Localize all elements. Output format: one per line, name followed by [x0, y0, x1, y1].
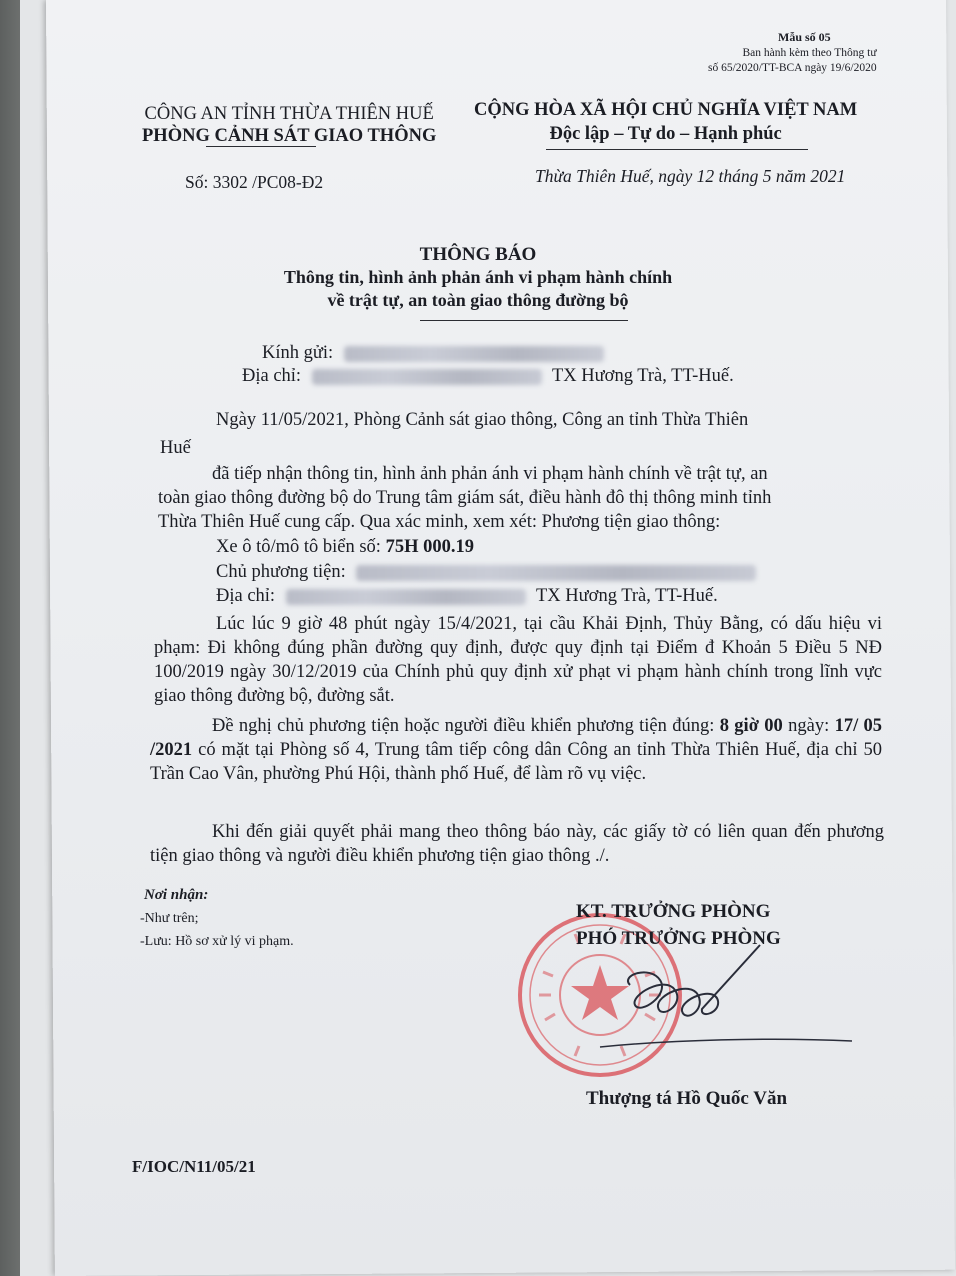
recipient-label: Kính gửi: [262, 343, 334, 363]
nation-line2: Độc lập – Tự do – Hạnh phúc [549, 124, 782, 144]
p1-line5: Thừa Thiên Huế cung cấp. Qua xác minh, xem xét: Phương tiện giao thông: [158, 512, 721, 532]
form-issued [708, 46, 877, 76]
recipient-row [262, 343, 610, 364]
title-underline [420, 320, 628, 321]
request-date: 17/ 05 /2021 [150, 716, 883, 760]
signer-name: Thượng tá Hồ Quốc Văn [586, 1088, 788, 1109]
violation-paragraph: Lúc lúc 9 giờ 48 phút ngày 15/4/2021, tại cầu Khải Định, Thủy Bằng, có dấu hiệu vi phạm: Đi không đúng phần đường quy định, được quy định tại Điểm đ Khoản 5 Điều 5 NĐ 100/2019 ngày 30/12/2019 của Chính phủ quy định xử phạt vi phạm hành chính trong lĩnh vực giao thông đường bộ, đường sắt. [154, 614, 882, 706]
sign-title-line1: KT. TRƯỞNG PHÒNG [576, 901, 771, 922]
motto-underline [546, 149, 808, 150]
form-issued-line2: số 65/2020/TT-BCA ngày 19/6/2020 [708, 62, 877, 74]
document-subtitle [0, 266, 956, 312]
plate-row [216, 537, 474, 558]
issuing-organization [142, 103, 436, 147]
document-number: Số: 3302 /PC08-Đ2 [185, 172, 324, 192]
recipient-address-label: Địa chỉ: [242, 366, 302, 386]
recipients-title: Nơi nhận: [144, 887, 209, 903]
recipient-address-row [242, 366, 734, 387]
closing-paragraph: Khi đến giải quyết phải mang theo thông báo này, các giấy tờ có liên quan đến phương tiện giao thông và người điều khiển phương tiện giao thông ./. [150, 822, 884, 866]
org-line2: PHÒNG CẢNH SÁT GIAO THÔNG [142, 126, 437, 146]
p1-line3: đã tiếp nhận thông tin, hình ảnh phản ánh vi phạm hành chính về trật tự, an [212, 464, 768, 484]
p1-line2: Huế [160, 438, 191, 458]
redacted-address [312, 369, 542, 385]
redacted-owner [356, 565, 756, 581]
request-paragraph [150, 714, 882, 786]
request-time: 8 giờ 00 [719, 716, 783, 736]
national-heading [474, 98, 857, 146]
sign-title-line2: PHÓ TRƯỞNG PHÒNG [576, 928, 781, 949]
org-line1: CÔNG AN TỈNH THỪA THIÊN HUẾ [144, 104, 434, 124]
form-code: Mẫu số 05 [778, 30, 831, 44]
subtitle-line1: Thông tin, hình ảnh phản ánh vi phạm hành chính [283, 267, 673, 287]
recipient-address-tail: TX Hương Trà, TT-Huế. [552, 366, 734, 386]
subtitle-line2: về trật tự, an toàn giao thông đường bộ [327, 290, 629, 310]
owner-address-row [216, 586, 718, 607]
request-post: có mặt tại Phòng số 4, Trung tâm tiếp công dân Công an tỉnh Thừa Thiên Huế, địa chỉ 50 Trần Cao Vân, phường Phú Hội, thành phố Huế, để làm rõ vụ việc. [150, 740, 882, 784]
p1-line4: toàn giao thông đường bộ do Trung tâm giám sát, điều hành đô thị thông minh tỉnh [158, 488, 772, 508]
owner-address-tail: TX Hương Trà, TT-Huế. [536, 586, 718, 606]
signature-mark [590, 935, 870, 1075]
request-day-label: ngày: [788, 716, 830, 736]
recipient-item-2: -Lưu: Hồ sơ xử lý vi phạm. [140, 934, 294, 949]
plate-value: 75H 000.19 [385, 537, 474, 557]
owner-label: Chủ phương tiện: [216, 562, 346, 582]
document-title: THÔNG BÁO [419, 244, 537, 265]
owner-address-label: Địa chỉ: [216, 586, 276, 606]
form-issued-line1: Ban hành kèm theo Thông tư [742, 47, 877, 59]
redacted-name [344, 346, 604, 362]
request-pre: Đề nghị chủ phương tiện hoặc người điều khiển phương tiện đúng: [212, 716, 715, 736]
plate-label: Xe ô tô/mô tô biển số: [216, 537, 381, 557]
p1-line1: Ngày 11/05/2021, Phòng Cảnh sát giao thông, Công an tỉnh Thừa Thiên [216, 410, 749, 430]
place-date: Thừa Thiên Huế, ngày 12 tháng 5 năm 2021 [535, 166, 846, 186]
nation-line1: CỘNG HÒA XÃ HỘI CHỦ NGHĨA VIỆT NAM [474, 100, 858, 120]
owner-row [216, 562, 762, 583]
redacted-owner-address [286, 589, 526, 605]
org-underline [206, 146, 316, 147]
recipient-item-1: -Như trên; [140, 911, 199, 926]
reference-code: F/IOC/N11/05/21 [132, 1157, 256, 1176]
